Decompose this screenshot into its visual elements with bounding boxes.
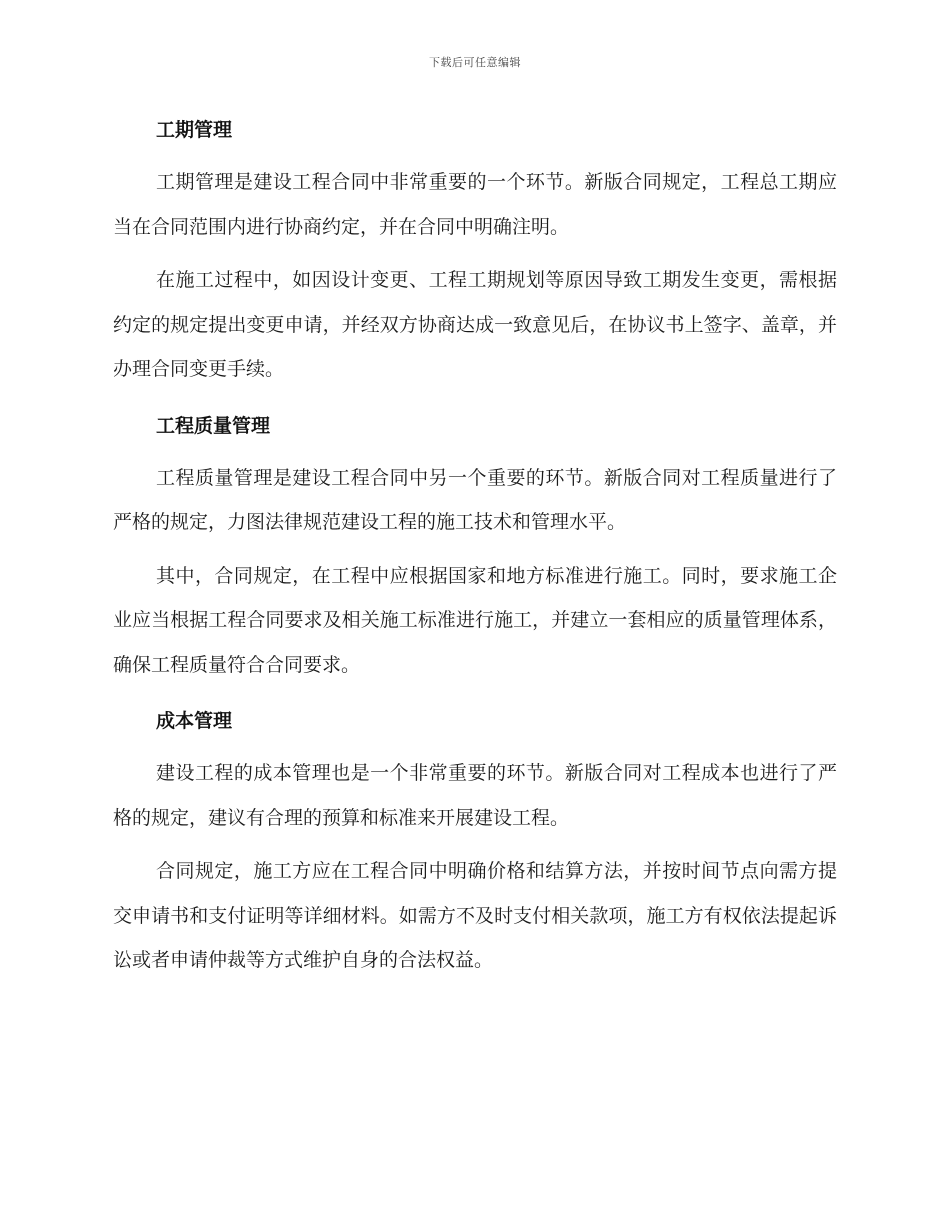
paragraph: 建设工程的成本管理也是一个非常重要的环节。新版合同对工程成本也进行了严格的规定，建议有合理的预算和标准来开展建设工程。 [113,762,837,829]
section-quality-management [113,406,837,688]
document-body [113,110,837,983]
paragraph: 合同规定，施工方应在工程合同中明确价格和结算方法，并按时间节点向需方提交申请书和支付证明等详细材料。如需方不及时支付相关款项，施工方有权依法提起诉讼或者申请仲裁等方式维护自身的合法权益。 [113,860,837,971]
page-header-note: 下载后可任意编辑 [429,56,521,69]
paragraph: 工期管理是建设工程合同中非常重要的一个环节。新版合同规定，工程总工期应当在合同范围内进行协商约定，并在合同中明确注明。 [113,171,837,238]
paragraph: 工程质量管理是建设工程合同中另一个重要的环节。新版合同对工程质量进行了严格的规定，力图法律规范建设工程的施工技术和管理水平。 [113,466,837,533]
paragraph: 在施工过程中，如因设计变更、工程工期规划等原因导致工期发生变更，需根据约定的规定提出变更申请，并经双方协商达成一致意见后，在协议书上签字、盖章，并办理合同变更手续。 [113,269,837,380]
section-heading: 成本管理 [156,710,233,732]
section-schedule-management [113,110,837,392]
paragraph: 其中，合同规定，在工程中应根据国家和地方标准进行施工。同时，要求施工企业应当根据工程合同要求及相关施工标准进行施工，并建立一套相应的质量管理体系，确保工程质量符合合同要求。 [113,564,837,676]
section-heading: 工期管理 [156,119,233,141]
section-cost-management [113,701,837,983]
section-heading: 工程质量管理 [156,414,271,437]
